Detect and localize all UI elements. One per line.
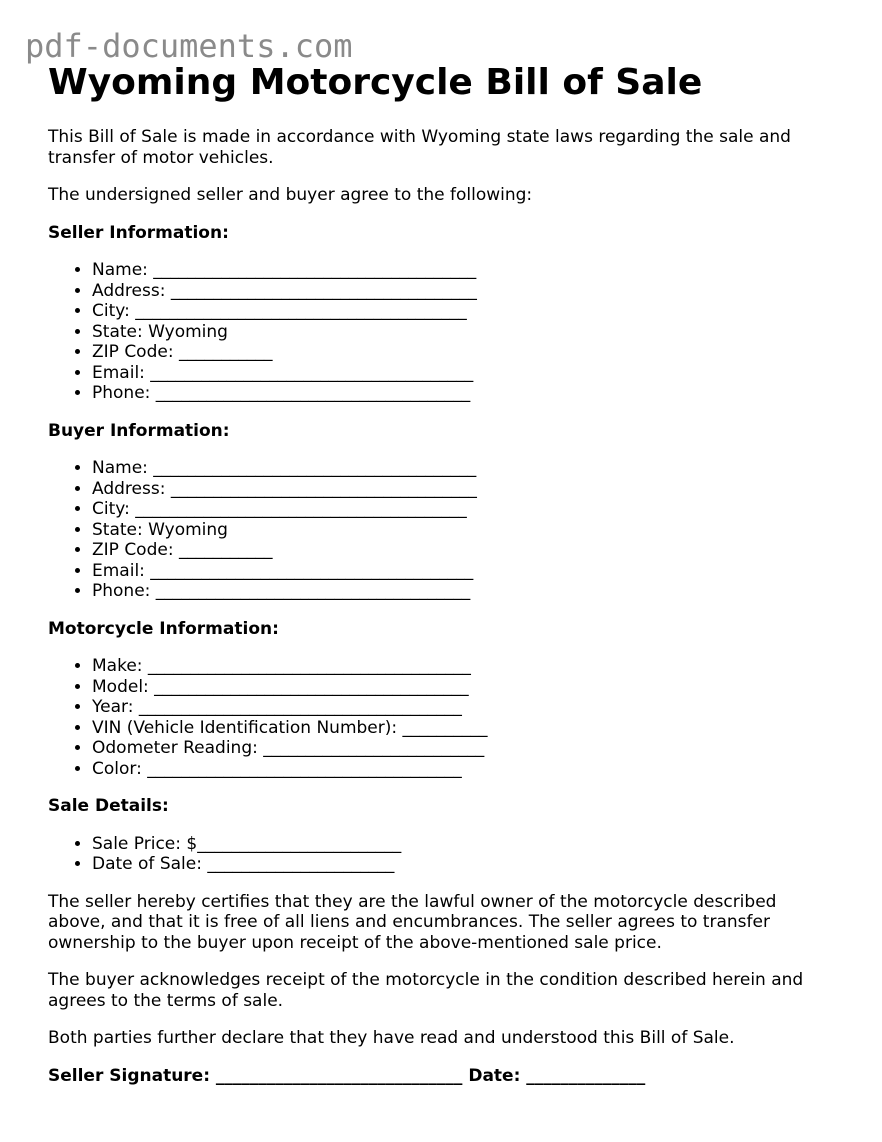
intro-paragraph: This Bill of Sale is made in accordance with Wyoming state laws regarding the sale and transfer of motor vehicles. — [48, 127, 791, 168]
seller-heading: Seller Information: — [48, 222, 229, 243]
seller-state-item: • State: Wyoming — [92, 322, 838, 343]
sale-heading: Sale Details: — [48, 796, 169, 816]
motorcycle-heading: Motorcycle Information: — [48, 618, 279, 639]
motorcycle-model-item: • Model: _____________________________________ — [92, 677, 838, 698]
declaration-paragraph: Both parties further declare that they have read and understood this Bill of Sale. — [48, 1028, 735, 1048]
watermark: pdf-documents.com — [25, 27, 353, 65]
document-body — [48, 127, 838, 1086]
buyer-phone-item: • Phone: _____________________________________ — [92, 581, 838, 602]
agreement-paragraph: The undersigned seller and buyer agree to the following: — [48, 185, 533, 205]
sale-date-item: • Date of Sale: ______________________ — [92, 854, 838, 875]
sale-list — [48, 834, 838, 875]
motorcycle-year-item: • Year: ______________________________________ — [92, 697, 838, 718]
seller-email-item: • Email: ______________________________________ — [92, 363, 838, 384]
buyer-list — [48, 458, 838, 602]
motorcycle-make-item: • Make: ______________________________________ — [92, 656, 838, 677]
motorcycle-color-item: • Color: _____________________________________ — [92, 759, 838, 780]
motorcycle-list — [48, 656, 838, 779]
sale-price-item: • Sale Price: $________________________ — [92, 834, 838, 855]
seller-zip-item: • ZIP Code: ___________ — [92, 342, 838, 363]
buyer-state-item: • State: Wyoming — [92, 520, 838, 541]
motorcycle-odometer-item: • Odometer Reading: __________________________ — [92, 738, 838, 759]
buyer-name-item: • Name: ______________________________________ — [92, 458, 838, 479]
buyer-heading: Buyer Information: — [48, 420, 230, 441]
buyer-address-item: • Address: ____________________________________ — [92, 479, 838, 500]
buyer-city-item: • City: _______________________________________ — [92, 499, 838, 520]
seller-city-item: • City: _______________________________________ — [92, 301, 838, 322]
page-title: Wyoming Motorcycle Bill of Sale — [48, 62, 703, 103]
motorcycle-vin-item: • VIN (Vehicle Identification Number): __________ — [92, 718, 838, 739]
certification-paragraph: The seller hereby certifies that they are the lawful owner of the motorcycle described above, and that it is free of all liens and encumbrances. The seller agrees to transfer ownership to the buyer upon receipt of the above-mentioned sale price. — [48, 891, 777, 953]
seller-address-item: • Address: ____________________________________ — [92, 281, 838, 302]
seller-list — [48, 260, 838, 404]
seller-name-item: • Name: ______________________________________ — [92, 260, 838, 281]
signature-line: Seller Signature: _____________________________ Date: ______________ — [48, 1065, 646, 1086]
buyer-zip-item: • ZIP Code: ___________ — [92, 540, 838, 561]
acknowledgment-paragraph: The buyer acknowledges receipt of the motorcycle in the condition described herein and agrees to the terms of sale. — [48, 970, 804, 1011]
buyer-email-item: • Email: ______________________________________ — [92, 561, 838, 582]
seller-phone-item: • Phone: _____________________________________ — [92, 383, 838, 404]
